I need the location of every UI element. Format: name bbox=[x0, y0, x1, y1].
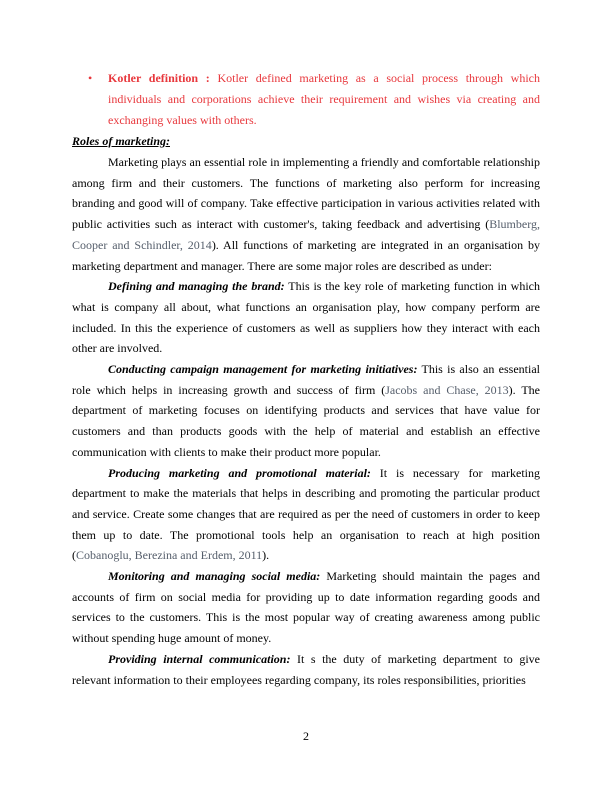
page-number: 2 bbox=[303, 729, 309, 743]
section-heading: Roles of marketing: bbox=[72, 134, 170, 148]
role-title: Monitoring and managing social media: bbox=[108, 569, 321, 584]
citation: Cobanoglu, Berezina and Erdem, 2011 bbox=[76, 548, 263, 563]
bullet-text: Kotler defined marketing as a social process through which individuals and corporations achieve their requirement and wishes via creating and exchanging values with others. bbox=[108, 71, 541, 127]
role-paragraph: Monitoring and managing social media: Marketing should maintain the pages and accounts of firm on social media for providing up to date information regarding goods and services to the customers. This is the most popular way of creating awareness among public without spending huge amount of money. bbox=[72, 569, 540, 646]
role-paragraph: Producing marketing and promotional material: It is necessary for marketing department to make the materials that helps in describing and promoting the particular product and service. Create some changes that are required as per the need of customers in order to keep them up to date. The promotional tools help an organisation to reach at high position (Cobanoglu, Berezina and Erdem, 2011). bbox=[72, 465, 540, 563]
bullet-marker: • bbox=[88, 71, 93, 85]
body-text bbox=[72, 152, 540, 690]
role-paragraph: Providing internal communication: It s the duty of marketing department to give relevant information to their employees regarding company, its roles responsibilities, priorities bbox=[72, 651, 540, 687]
kotler-definition-bullet bbox=[108, 68, 540, 131]
role-title: Conducting campaign management for marketing initiatives: bbox=[108, 362, 418, 377]
role-paragraph: Conducting campaign management for marketing initiatives: This is also an essential role which helps in increasing growth and success of firm (Jacobs and Chase, 2013). The department of marketing focuses on identifying products and services that have value for customers and than products goods with the help of material and establish an effective communication with clients to make their product more popular. bbox=[72, 362, 541, 459]
role-title: Providing internal communication: bbox=[108, 651, 291, 666]
intro-paragraph: Marketing plays an essential role in implementing a friendly and comfortable relationship among firm and their customers. The functions of marketing also perform for increasing branding and good will of company. Take effective participation in various activities related with public activities such as interact with customer's, taking feedback and advertising (Blumberg, Cooper and Schindler, 2014). All functions of marketing are integrated in an organisation by marketing department and manager. There are some major roles are described as under: bbox=[72, 155, 540, 273]
role-title: Producing marketing and promotional material: bbox=[108, 465, 371, 480]
citation: Jacobs and Chase, 2013 bbox=[385, 382, 509, 397]
role-title: Defining and managing the brand: bbox=[108, 279, 285, 294]
role-paragraph: Defining and managing the brand: This is the key role of marketing function in which what is company all about, what functions an organisation play, how company perform are included. In this the experience of customers as well as suppliers how they interact with each other are involved. bbox=[72, 279, 540, 356]
bullet-term: Kotler definition : bbox=[108, 71, 210, 85]
citation: Blumberg, Cooper and Schindler, 2014 bbox=[72, 217, 540, 252]
